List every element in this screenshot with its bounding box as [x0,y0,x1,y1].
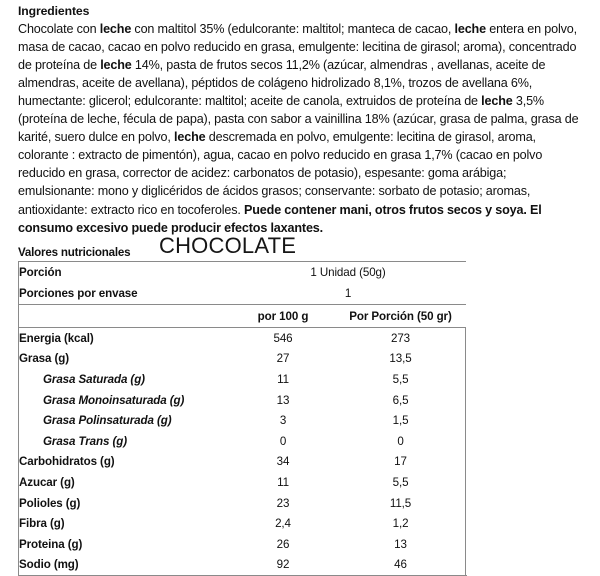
nutrient-value-per-portion: 1,2 [392,517,409,531]
nutrient-value-per-100g: 2,4 [275,517,291,531]
nutrient-value-per-100g: 11 [277,372,289,386]
table-row [19,513,466,534]
ingredient-emphasis: leche [481,93,513,108]
nutrient-value-per-100g: 11 [277,475,289,489]
nutrient-value-per-100g: 92 [231,555,336,576]
nutrient-label: Proteina (g) [19,534,231,555]
table-row-serving [19,262,466,284]
nutrient-label: Grasa Trans (g) [19,431,231,452]
nutrient-value-per-100g: 27 [276,352,290,366]
nutrient-value-per-portion: 11,5 [389,496,412,510]
table-row [19,472,466,493]
ingredients-section [18,3,584,237]
ingredient-emphasis: leche [100,57,132,72]
nutrient-label: Grasa Monoinsaturada (g) [19,390,231,411]
nutrient-value-per-portion: 17 [394,455,407,469]
table-row [19,369,466,390]
ingredients-heading: Ingredientes [18,4,90,18]
nutrient-value-per-portion: 5,5 [392,475,409,489]
table-row [19,349,466,370]
nutrient-label: Sodio (mg) [19,555,231,576]
table-row [19,410,466,431]
nutrition-rows-body [19,328,466,576]
nutrient-label: Fibra (g) [19,513,231,534]
ingredient-text-run: Chocolate con [18,21,100,36]
column-header-per-100g: por 100 g [231,305,336,328]
ingredient-emphasis: leche [174,130,206,145]
nutrient-value-per-portion: 273 [390,331,411,345]
ingredient-text-run: con maltitol 35% (edulcorante: maltitol; manteca de cacao, [131,21,455,36]
servings-per-container-value: 1 [344,287,352,300]
table-row [19,493,466,514]
nutrient-value-per-100g: 34 [276,455,290,469]
table-row [19,431,466,452]
nutrient-value-per-100g: 0 [279,434,287,448]
nutrient-value-per-100g: 546 [273,331,293,345]
table-row [19,452,466,473]
nutrient-label: Grasa (g) [19,349,231,370]
nutrient-value-per-100g: 26 [276,537,290,551]
ingredient-emphasis: Puede contener mani, otros frutos secos y soya. El consumo excesivo puede producir efectos laxantes. [18,202,542,235]
column-header-per-portion: Por Porción (50 gr) [336,305,466,328]
nutrient-value-per-100g: 23 [276,496,290,510]
serving-label: Porción [19,262,231,284]
nutrient-value-per-portion: 6,5 [392,393,409,407]
nutrient-value-per-100g: 13 [276,393,290,407]
nutrient-value-per-portion: 13 [394,537,407,551]
nutrient-label: Carbohidratos (g) [19,452,231,473]
ingredient-text-run: entera en polvo, masa de cacao, cacao en polvo reducido en grasa, emulgente: lecitina de girasol; aroma), concentrado de proteína de [18,21,577,72]
nutrient-value-per-100g: 3 [279,414,287,428]
nutrient-value-per-portion: 46 [336,555,466,576]
ingredients-text [18,20,584,237]
table-row [19,390,466,411]
column-header-blank [19,305,231,328]
table-row [19,328,466,349]
ingredient-emphasis: leche [99,21,132,36]
ingredient-emphasis: leche [454,21,486,36]
nutrient-label: Energia (kcal) [19,328,231,349]
table-row [19,534,466,555]
nutrient-value-per-portion: 13,5 [389,352,412,366]
table-column-header-row [19,305,466,328]
nutrient-value-per-portion: 0 [397,434,404,448]
nutrient-label: Polioles (g) [19,493,231,514]
nutrient-value-per-portion: 1,5 [392,414,409,428]
nutrient-label: Grasa Polinsaturada (g) [19,410,231,431]
ingredient-text-run: 14%, pasta de frutos secos 11,2% (azúcar, almendras , avellanas, aceite de almendras, aceite de avellana), péptidos de colágeno hidrolizado 8,1%, trozos de avellana 6%, humectante: glicerol; edulcorante: maltitol; aceite de canola, extruidos de proteína de [18,57,546,108]
ingredient-text-run: descremada en polvo, emulgente: lecitina de girasol, aroma, colorante : extracto de pimentón), agua, cacao en polvo reducido en grasa 1,7% (cacao en polvo reducido en grasa, corrector de acidez: carbonatos de potasio), espesante: goma arábiga; emulsionante: mono y diglicéridos de ácidos grasos; conservante: sorbato de potasio; aromas, antioxidante: extracto rico en tocoferoles. [18,130,543,217]
table-row [19,555,466,576]
nutrient-value-per-portion: 5,5 [392,372,409,386]
nutrient-label: Grasa Saturada (g) [19,369,231,390]
serving-value: 1 Unidad (50g) [231,262,466,284]
nutrient-label: Azucar (g) [19,472,231,493]
nutrition-facts-table [18,261,466,576]
product-title: CHOCOLATE [159,233,297,258]
nutrition-section-label: Valores nutricionales [18,246,131,259]
servings-per-container-label: Porciones por envase [19,283,231,305]
table-row-servings-per-container [19,283,466,305]
ingredient-text-run: 3,5% (proteína de leche, fécula de papa), pasta con sabor a vainillina 18% (azúcar, grasa de palma, grasa de karité, suero dulce en polvo, [18,93,579,145]
